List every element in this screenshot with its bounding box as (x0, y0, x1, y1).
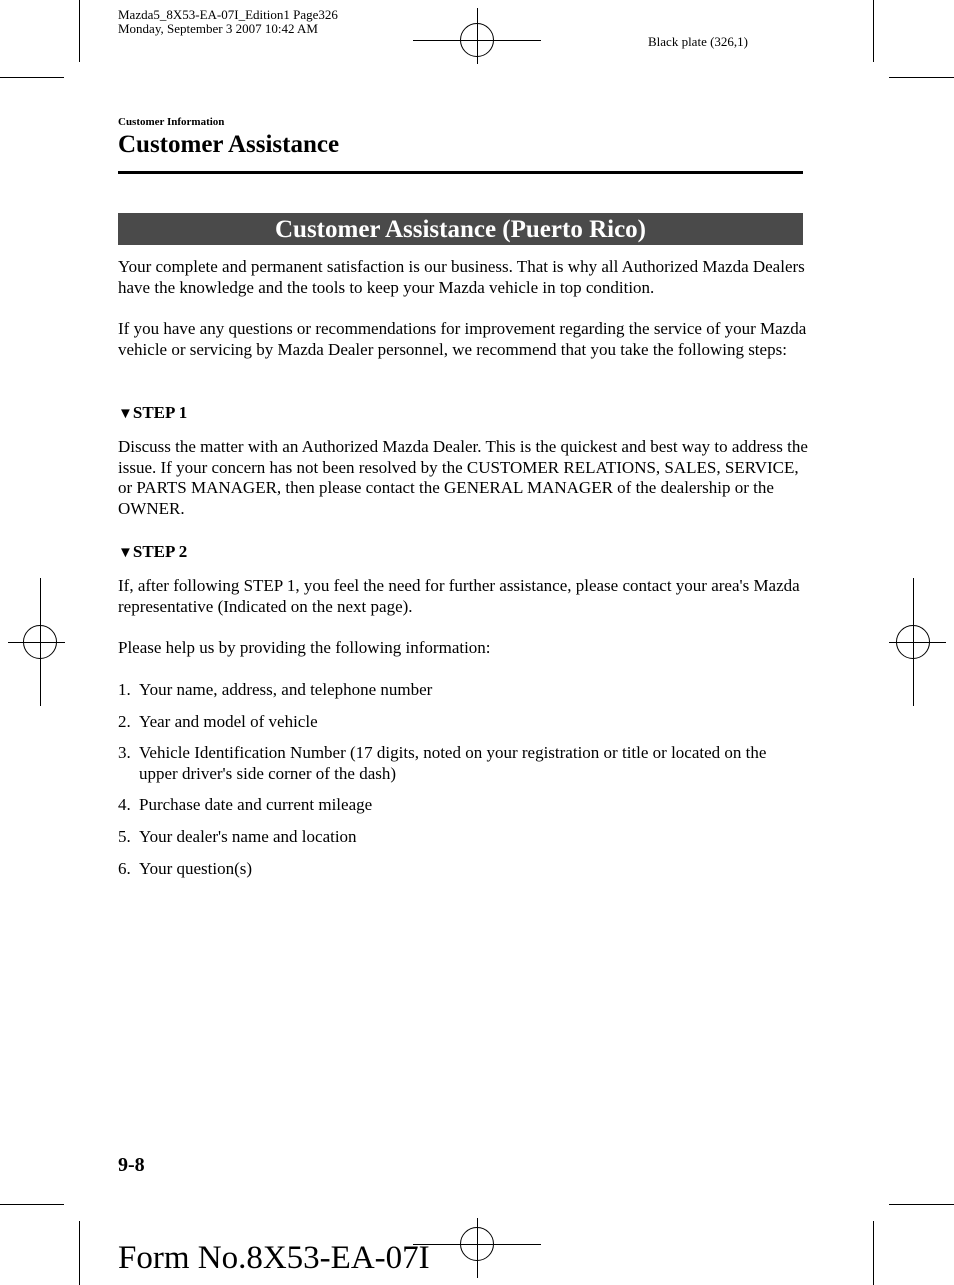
print-info-line: Monday, September 3 2007 10:42 AM (118, 21, 318, 36)
help-text: Please help us by providing the following information: (118, 638, 491, 657)
list-number: 4. (118, 795, 131, 815)
step-title: STEP 2 (132, 542, 188, 561)
list-number: 5. (118, 826, 131, 846)
intro-paragraph: If you have any questions or recommendations for improvement regarding the service of your Mazda vehicle or servicing by Mazda Dealer personnel, we recommend that you take the following steps: (118, 319, 807, 359)
list-item (118, 827, 808, 848)
list-number: 3. (118, 743, 131, 763)
crop-mark (79, 0, 80, 62)
crop-mark (873, 1221, 874, 1285)
step-heading (118, 403, 187, 423)
list-number: 2. (118, 711, 131, 731)
list-text: Purchase date and current mileage (139, 795, 373, 815)
registration-circle (896, 625, 930, 659)
title-rule (118, 171, 803, 174)
step-title: STEP 1 (132, 403, 188, 422)
crop-mark (873, 0, 874, 62)
print-info-line: Mazda5_8X53-EA-07I_Edition1 Page326 (118, 7, 338, 22)
crop-mark (0, 77, 64, 78)
section-label: Customer Information (118, 116, 225, 128)
list-text: Year and model of vehicle (139, 711, 318, 731)
list-item (118, 743, 808, 784)
list-text: Your dealer's name and location (139, 826, 357, 846)
registration-circle (23, 625, 57, 659)
intro-paragraph: Your complete and permanent satisfaction is our business. That is why all Authorized Mazda Dealers have the knowledge and the tools to keep your Mazda vehicle in top condition. (118, 257, 805, 297)
page-number: 9-8 (118, 1154, 145, 1176)
step-body: Discuss the matter with an Authorized Mazda Dealer. This is the quickest and best way to address the issue. If your concern has not been resolved by the CUSTOMER RELATIONS, SALES, SERVICE, or PARTS MANAGER, then please contact the GENERAL MANAGER of the dealership or the OWNER. (118, 437, 808, 518)
plate-label: Black plate (326,1) (648, 34, 748, 49)
subsection-banner: Customer Assistance (Puerto Rico) (118, 213, 803, 245)
registration-circle (460, 23, 494, 57)
list-item (118, 795, 808, 816)
list-number: 6. (118, 858, 131, 878)
triangle-down-icon: ▼ (118, 545, 133, 561)
list-number: 1. (118, 680, 131, 699)
list-item (118, 680, 808, 701)
triangle-down-icon: ▼ (118, 406, 133, 422)
crop-mark (889, 77, 954, 78)
step-body: If, after following STEP 1, you feel the need for further assistance, please contact your area's Mazda representative (Indicated on the next page). (118, 576, 800, 616)
info-list (118, 680, 808, 890)
list-text: Your question(s) (139, 858, 253, 878)
list-text: Your name, address, and telephone number (139, 680, 433, 699)
print-info (118, 8, 338, 36)
list-item (118, 712, 808, 733)
registration-circle (460, 1227, 494, 1261)
page-title: Customer Assistance (118, 131, 340, 158)
crop-mark (0, 1204, 64, 1205)
list-item (118, 859, 808, 880)
list-text: Vehicle Identification Number (17 digits, noted on your registration or title or located on the upper driver's side corner of the dash) (139, 743, 767, 783)
crop-mark (889, 1204, 954, 1205)
form-number: Form No.8X53-EA-07I (118, 1240, 430, 1276)
step-heading (118, 542, 187, 562)
crop-mark (79, 1221, 80, 1285)
